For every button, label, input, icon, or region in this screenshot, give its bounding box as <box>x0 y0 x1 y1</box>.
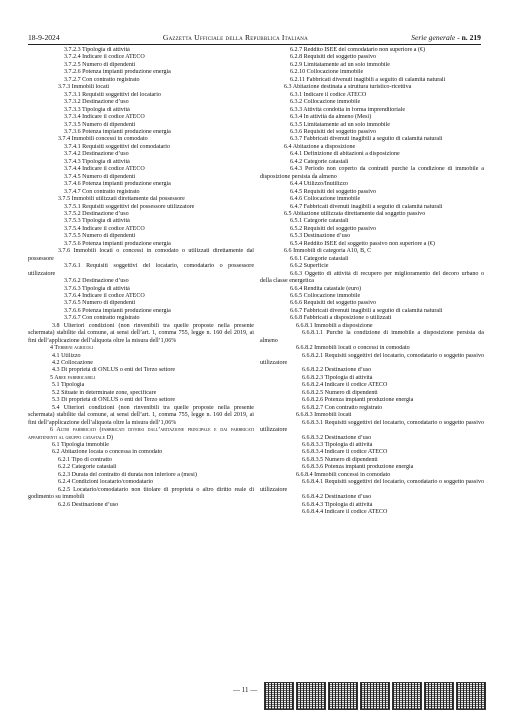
outline-entry: 6.6.8.2.5 Numero di dipendenti <box>302 389 378 396</box>
barcode-icon <box>424 682 454 710</box>
barcode-strip <box>264 682 486 710</box>
outline-entry: 3.7.5 Immobili utilizzati direttamente dal possessore <box>58 196 185 203</box>
outline-entry: 4.2 Collocazione <box>52 360 93 367</box>
barcode-icon <box>392 682 422 710</box>
outline-entry: 6.4.3 Periodo non coperto da contratti purché la condizione di immobile a disposizione persista da almeno <box>260 166 484 180</box>
outline-entry: 3.7.5.5 Numero di dipendenti <box>64 233 136 240</box>
outline-entry: 3.7.6.1 Requisiti soggettivi del locatario, comodatario o possessore utilizzatore <box>28 263 254 277</box>
outline-entry: 6.2.11 Fabbricati divenuti inagibili a seguito di calamità naturali <box>290 76 446 83</box>
header-date: 18-9-2024 <box>28 33 60 42</box>
outline-entry: 6.6.8.2.4 Indicare il codice ATECO <box>302 382 388 389</box>
outline-entry: 6.6.8.3 Immobili locati <box>296 412 352 419</box>
outline-entry: 6.3.1 Indicare il codice ATECO <box>290 91 367 98</box>
outline-entry: 6.6.8.1.1 Purché la condizione di immobile a disposizione persista da almeno <box>260 330 484 344</box>
outline-entry: 3.7.4 Immobili concessi in comodato <box>58 136 148 143</box>
outline-entry: 6.6.8.3.2 Destinazione d’uso <box>302 434 372 441</box>
outline-entry: 6.6.4 Rendita catastale (euro) <box>290 285 362 292</box>
outline-entry: 3.7.6 Immobili locati o concessi in comodato o utilizzati direttamente dal possessore <box>28 248 254 262</box>
outline-entry: 4 Terreni agricoli <box>50 345 94 352</box>
outline-entry: 6.4.7 Fabbricati divenuti inagibili a seguito di calamità naturali <box>290 203 443 210</box>
outline-entry: 3.7.3.1 Requisiti soggettivi del locatario <box>64 91 161 98</box>
outline-entry: 6.6.8.3.4 Indicare il codice ATECO <box>302 449 388 456</box>
outline-entry: 6.6.8.3.3 Tipologia di attività <box>302 442 373 449</box>
outline-entry: 4.1 Utilizzo <box>52 352 81 359</box>
outline-entry: 6.5.2 Requisiti del soggetto passivo <box>290 225 376 232</box>
barcode-icon <box>264 682 294 710</box>
outline-entry: 6.5.1 Categorie catastali <box>290 218 349 225</box>
outline-entry: 6.2.9 Limitatamente ad un solo immobile <box>290 61 390 68</box>
outline-entry: 6.6.8.2.7 Con contratto registrato <box>302 404 383 411</box>
barcode-icon <box>360 682 390 710</box>
outline-entry: 5.3 Di proprietà di ONLUS o enti del Terzo settore <box>52 397 176 404</box>
outline-entry: 6.6.8 Fabbricati a disposizione o utilizzati <box>290 315 392 322</box>
outline-entry: 6.2.1 Tipo di contratto <box>58 456 112 463</box>
barcode-icon <box>456 682 486 710</box>
outline-entry: 6 Altri fabbricati (fabbricati diversi dall’abitazione principale e dai fabbricati appartenenti al gruppo catastale D) <box>28 427 254 441</box>
outline-entry: 5.1 Tipologia <box>52 382 85 389</box>
outline-entry: 6.2.3 Durata del contratto di durata non inferiore a (mesi) <box>58 471 197 478</box>
outline-entry: 6.5.3 Destinazione d’uso <box>290 233 351 240</box>
outline-entry: 6.6.8.3.1 Requisiti soggettivi del locatario, comodatario o soggetto passivo utilizzatore <box>260 419 484 434</box>
outline-entry: 3.7.3.4 Indicare il codice ATECO <box>64 114 145 121</box>
outline-entry: 6.6.8.2.3 Tipologia di attività <box>302 374 373 381</box>
outline-entry: 6.2.4 Condizioni locatario/comodatario <box>58 479 154 486</box>
outline-entry: 3.7.4.1 Requisiti soggettivi del comodatario <box>64 143 170 150</box>
outline-entry: 6.4.1 Definizione di abitazioni a disposizione <box>290 151 400 158</box>
outline-entry: 6.6 Immobili di categoria A10, B, C <box>284 248 372 255</box>
outline-entry: 6.4.5 Requisiti del soggetto passivo <box>290 188 376 195</box>
outline-entry: 6.4.6 Collocazione immobile <box>290 196 361 203</box>
outline-entry: 3.7.6.4 Indicare il codice ATECO <box>64 292 145 299</box>
outline-entry: 6.3.4 In attività da almeno (Mesi) <box>290 114 372 121</box>
page-number: — 11 — <box>233 686 258 694</box>
outline-entry: 6.6.8.2 Immobili locati o concessi in comodato <box>296 345 410 352</box>
outline-entry: 3.7.4.2 Destinazione d’uso <box>64 151 129 158</box>
outline-entry: 6.3.3 Attività condotta in forma imprenditoriale <box>290 106 406 113</box>
outline-entry: 6.6.8.4.4 Indicare il codice ATECO <box>302 509 388 516</box>
outline-entry: 3.7.4.7 Con contratto registrato <box>64 188 140 195</box>
outline-entry: 6.2.5 Locatario/comodatario non titolare di proprietà o altro diritto reale di godimento su immobili <box>28 486 254 501</box>
outline-entry: 3.7.5.2 Destinazione d’uso <box>64 210 129 217</box>
outline-entry: 6.3.6 Requisiti del soggetto passivo <box>290 128 376 135</box>
outline-entry: 3.7.4.3 Tipologia di attività <box>64 158 130 165</box>
outline-entry: 5.4 Ulteriori condizioni (non rinvenibili tra quelle proposte nella presente schermata) stabilite dal comune, ai sensi dell’art. 1, comma 755, legge n. 160 del 2019, ai fini dell’applicazione dell’aliquota oltre la misura dell’1,06% <box>28 404 254 426</box>
outline-entry: 3.7.3.6 Potenza impianti produzione energia <box>64 128 171 135</box>
outline-entry: 3.7.3.2 Destinazione d’uso <box>64 99 129 106</box>
outline-entry: 3.7.4.6 Potenza impianti produzione energia <box>64 181 171 188</box>
outline-entry: 6.5.4 Reddito ISEE del soggetto passivo non superiore a (€) <box>290 240 435 247</box>
header-title: Gazzetta Ufficiale della Repubblica Italiana <box>162 33 308 42</box>
left-column <box>28 47 254 509</box>
outline-entry: 6.3 Abitazione destinata a struttura turistico-ricettiva <box>284 84 412 91</box>
outline-entry: 6.6.3 Oggetto di attività di recupero per miglioramento del decoro urbano o della classe energetica <box>260 270 484 285</box>
outline-entry: 3.7.3 Immobili locati <box>58 84 110 91</box>
outline-entry: 3.7.5.1 Requisiti soggettivi del possessore utilizzatore <box>64 203 195 210</box>
outline-entry: 3.7.6.3 Tipologia di attività <box>64 285 130 292</box>
outline-entry: 6.4 Abitazione a disposizione <box>284 143 356 150</box>
outline-entry: 6.1 Tipologia immobile <box>52 442 109 449</box>
outline-entry: 6.6.1 Categorie catastali <box>290 255 349 262</box>
outline-entry: 6.6.8.2.2 Destinazione d’uso <box>302 367 372 374</box>
outline-entry: 3.7.2.3 Tipologia di attività <box>64 47 130 53</box>
outline-entry: 3.8 Ulteriori condizioni (non rinvenibili tra quelle proposte nella presente schermata) stabilite dal comune, ai sensi dell’art. 1, comma 755, legge n. 160 del 2019, ai fini dell’applicazione dell’aliquota oltre la misura dell’1,06% <box>28 322 254 344</box>
outline-entry: 6.2 Abitazione locata o concessa in comodato <box>52 449 163 456</box>
outline-entry: 6.2.10 Collocazione immobile <box>290 69 364 76</box>
outline-entry: 3.7.5.3 Tipologia di attività <box>64 218 130 225</box>
outline-entry: 3.7.5.4 Indicare il codice ATECO <box>64 225 145 232</box>
outline-entry: 3.7.4.5 Numero di dipendenti <box>64 173 136 180</box>
outline-entry: 6.4.2 Categorie catastali <box>290 158 349 165</box>
outline-entry: 6.2.7 Reddito ISEE del comodatario non superiore a (€) <box>290 47 426 53</box>
barcode-icon <box>296 682 326 710</box>
outline-entry: 6.2.2 Categorie catastali <box>58 464 117 471</box>
outline-entry: 3.7.3.3 Tipologia di attività <box>64 106 130 113</box>
outline-entry: 6.6.5 Collocazione immobile <box>290 292 361 299</box>
outline-entry: 3.7.2.4 Indicare il codice ATECO <box>64 54 145 61</box>
outline-entry: 6.6.8.4.1 Requisiti soggettivi del locatario, comodatario o soggetto passivo utilizzatore <box>260 479 484 493</box>
header-rule <box>28 44 481 45</box>
outline-entry: 6.6.2 Superficie <box>290 263 329 270</box>
outline-entry: 6.3.2 Collocazione immobile <box>290 99 361 106</box>
outline-entry: 6.6.8.3.6 Potenza impianti produzione energia <box>302 464 414 471</box>
outline-entry: 6.6.8.4.2 Destinazione d’uso <box>302 494 372 501</box>
outline-entry: 6.5 Abitazione utilizzata direttamente dal soggetto passivo <box>284 210 426 217</box>
outline-entry: 3.7.4.4 Indicare il codice ATECO <box>64 166 145 173</box>
outline-entry: 5 Aree fabbricabili <box>50 374 96 381</box>
outline-entry: 3.7.2.6 Potenza impianti produzione energia <box>64 69 171 76</box>
outline-entry: 6.6.6 Requisiti del soggetto passivo <box>290 300 376 307</box>
outline-entry: 6.4.4 Utilizzo/Inutilizzo <box>290 181 348 188</box>
outline-entry: 6.6.8.2.1 Requisiti soggettivi del locatario, comodatario o soggetto passivo utilizzatore <box>260 352 484 367</box>
outline-entry: 4.3 Di proprietà di ONLUS o enti del Terzo settore <box>52 367 176 374</box>
outline-entry: 6.6.8.3.5 Numero di dipendenti <box>302 456 378 463</box>
outline-entry: 6.3.5 Limitatamente ad un solo immobile <box>290 121 390 128</box>
header-series: Serie generale - n. 219 <box>411 33 481 42</box>
outline-entry: 3.7.2.5 Numero di dipendenti <box>64 61 136 68</box>
outline-entry: 6.6.7 Fabbricati divenuti inagibili a seguito di calamità naturali <box>290 307 443 314</box>
outline-entry: 6.2.6 Destinazione d’uso <box>58 501 119 508</box>
page-header <box>28 28 481 42</box>
outline-entry: 3.7.3.5 Numero di dipendenti <box>64 121 136 128</box>
outline-entry: 6.3.7 Fabbricati divenuti inagibili a seguito di calamità naturali <box>290 136 443 143</box>
outline-entry: 3.7.2.7 Con contratto registrato <box>64 76 140 83</box>
right-column <box>260 47 484 517</box>
outline-entry: 6.6.8.4.3 Tipologia di attività <box>302 501 373 508</box>
outline-entry: 6.6.8.2.6 Potenza impianti produzione energia <box>302 397 414 404</box>
outline-entry: 3.7.6.7 Con contratto registrato <box>64 315 140 322</box>
outline-entry: 3.7.6.6 Potenza impianti produzione energia <box>64 307 171 314</box>
outline-entry: 3.7.6.5 Numero di dipendenti <box>64 300 136 307</box>
outline-entry: 5.2 Situate in determinate zone, specificare <box>52 389 157 396</box>
outline-entry: 3.7.6.2 Destinazione d’uso <box>64 278 129 285</box>
barcode-icon <box>328 682 358 710</box>
outline-entry: 6.2.8 Requisiti del soggetto passivo <box>290 54 376 61</box>
outline-entry: 6.6.8.4 Immobili concessi in comodato <box>296 471 391 478</box>
outline-entry: 3.7.5.6 Potenza impianti produzione energia <box>64 240 171 247</box>
outline-entry: 6.6.8.1 Immobili a disposizione <box>296 322 373 329</box>
